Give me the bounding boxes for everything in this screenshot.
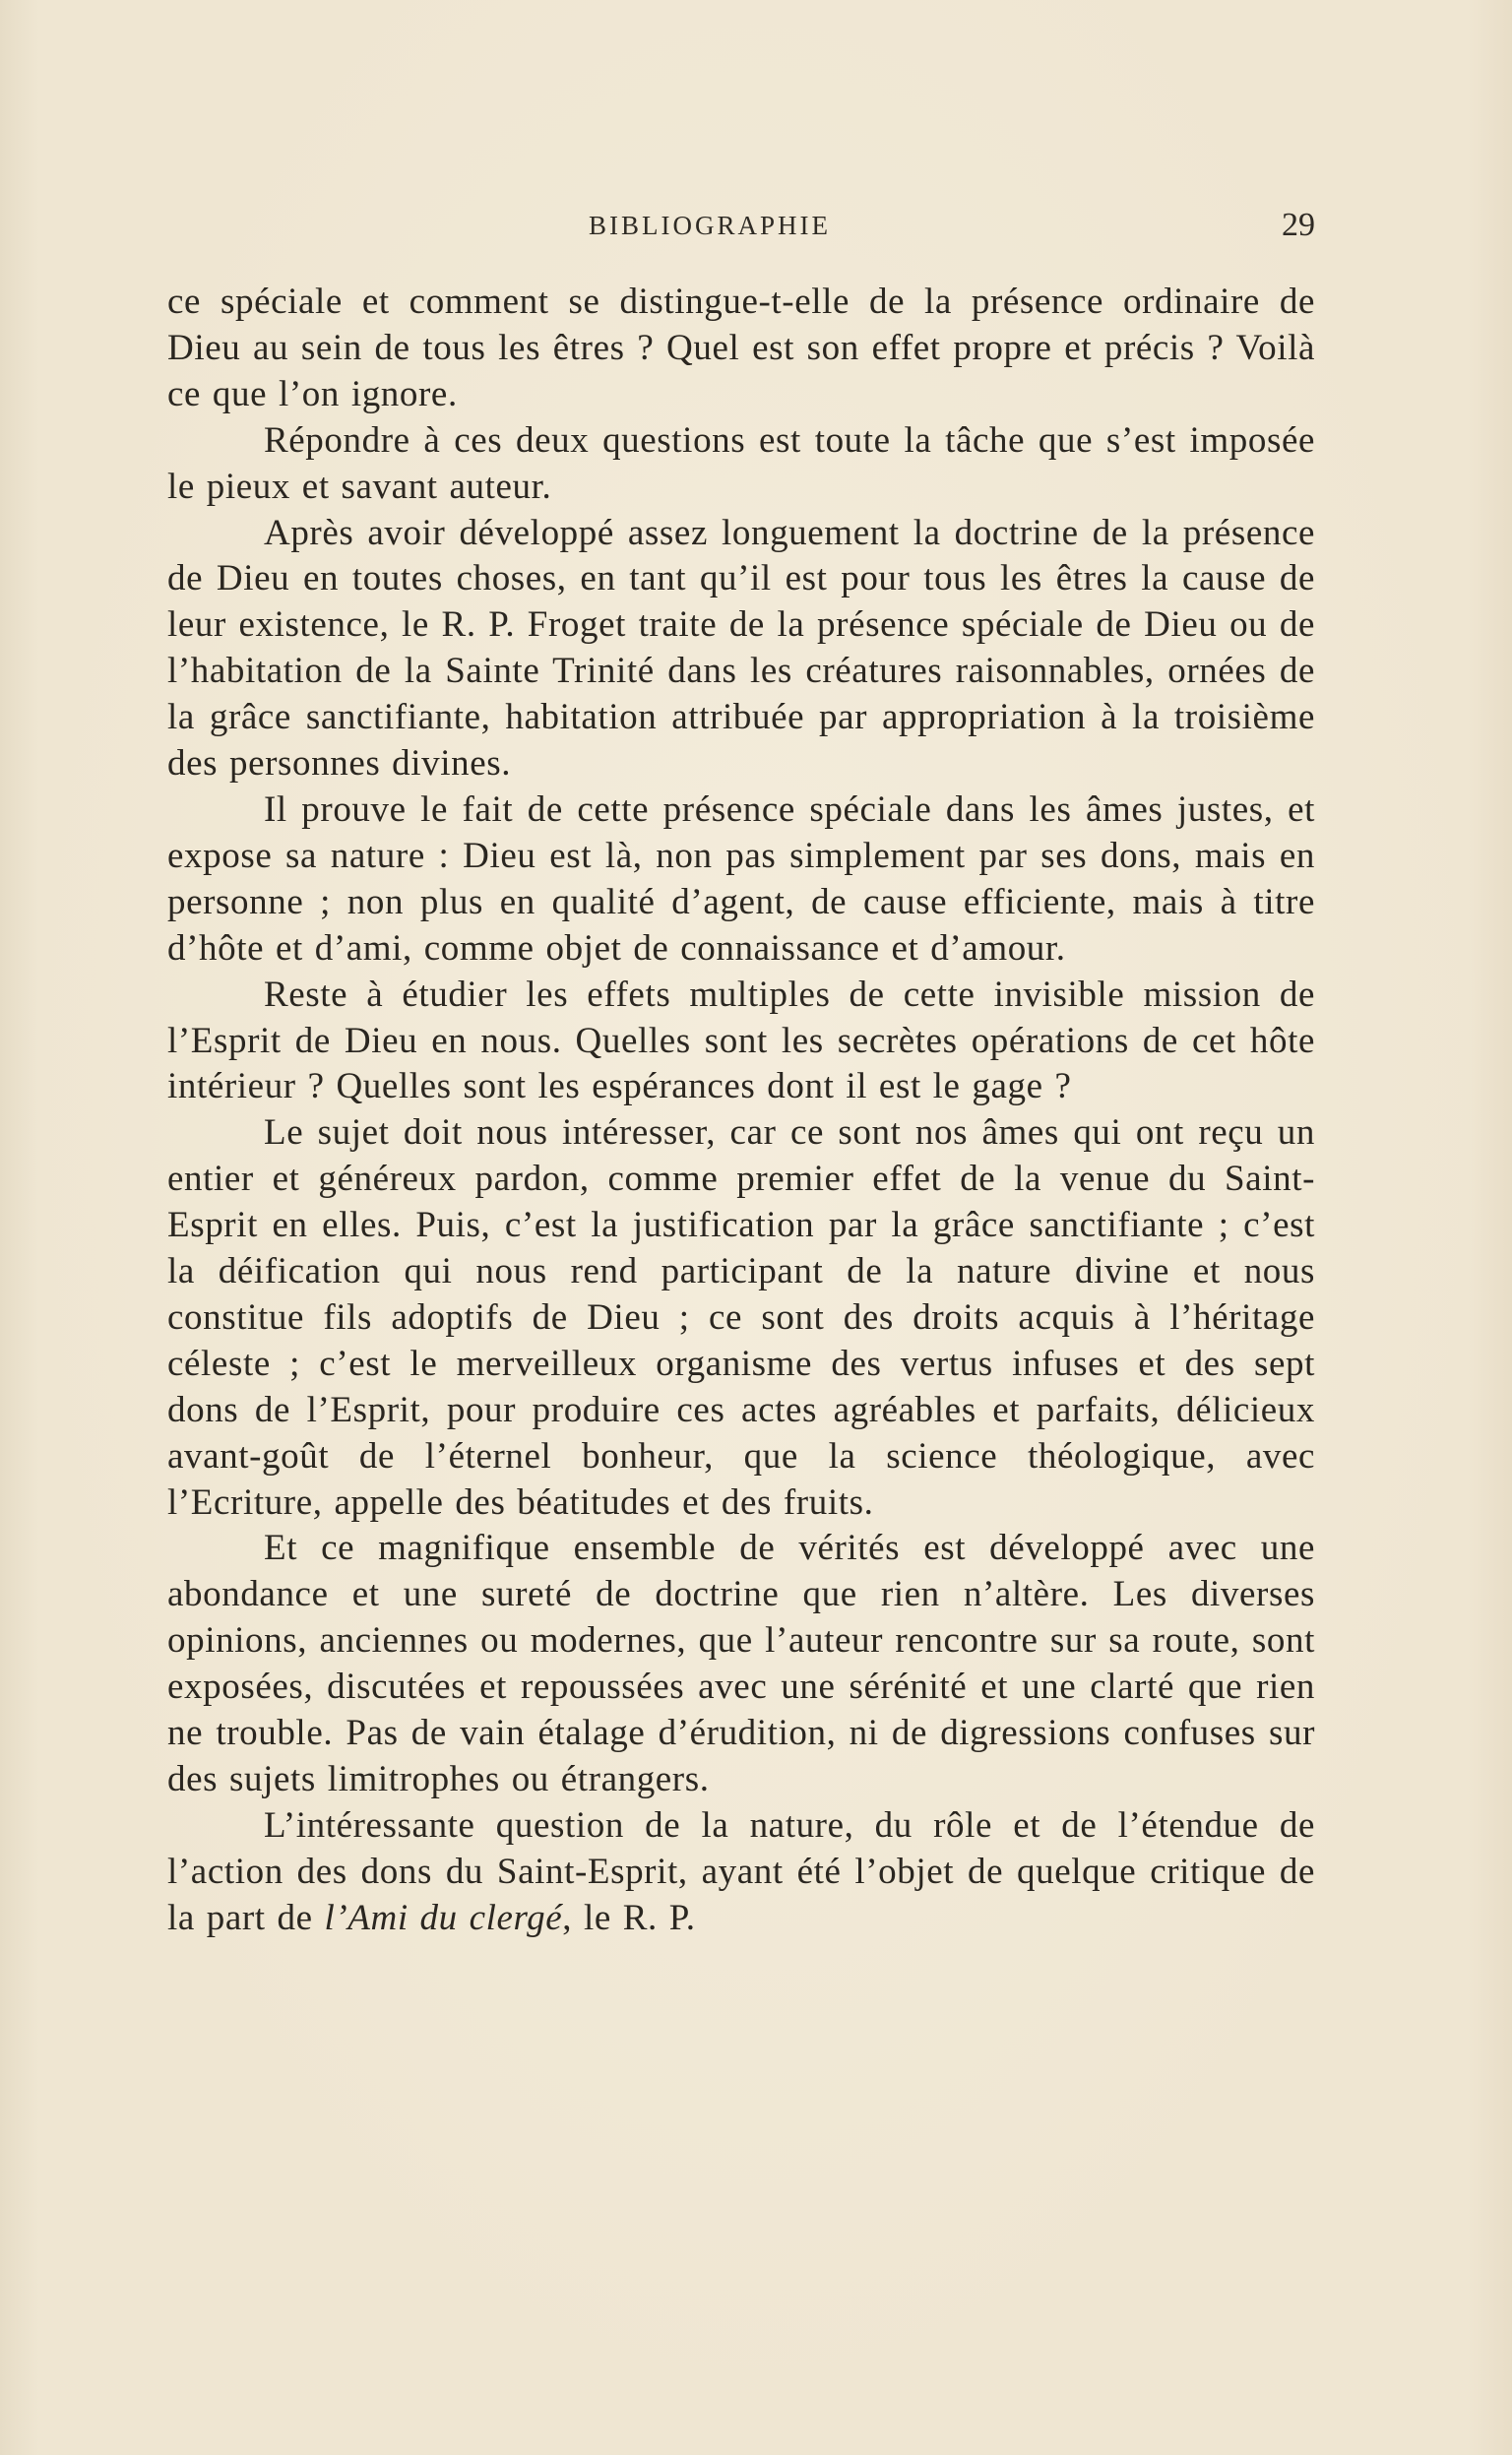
paragraph: Le sujet doit nous intéresser, car ce sont nos âmes qui ont reçu un entier et généreux pardon, comme premier effet de la venue du Saint-Esprit en elles. Puis, c’est la justification par la grâce sanctifiante ; c’est la déification qui nous rend participant de la nature divine et nous constitue fils adoptifs de Dieu ; ce sont des droits acquis à l’héritage céleste ; c’est le merveilleux organisme des vertus infuses et des sept dons de l’Esprit, pour produire ces actes agréables et parfaits, délicieux avant-goût de l’éternel bonheur, que la science théologique, avec l’Ecriture, appelle des béatitudes et des fruits. — [167, 1112, 1315, 1523]
journal-title: l’Ami du clergé — [324, 1897, 563, 1938]
final-text-end: , le R. P. — [562, 1897, 696, 1938]
paragraph: Après avoir développé assez longuement la doctrine de la présence de Dieu en toutes choses, en tant qu’il est pour tous les êtres la cause de leur existence, le R. P. Froget traite de la présence spéciale de Dieu ou de l’habitation de la Sainte Trinité dans les créatures raisonnables, ornées de la grâce sanctifiante, habitation attribuée par appropriation à la troisième des personnes divines. — [167, 512, 1315, 785]
paragraph-final — [167, 1803, 1315, 1942]
paragraph: Répondre à ces deux questions est toute la tâche que s’est imposée le pieux et savant auteur. — [167, 419, 1315, 507]
running-head — [167, 207, 1315, 246]
page-number: 29 — [1282, 207, 1315, 243]
body-text — [167, 280, 1315, 1942]
paragraph: Il prouve le fait de cette présence spéciale dans les âmes justes, et expose sa nature : Dieu est là, non pas simplement par ses dons, mais en personne ; non plus en qualité d’agent, de cause efficiente, mais à titre d’hôte et d’ami, comme objet de connaissance et d’amour. — [167, 788, 1315, 969]
running-title: BIBLIOGRAPHIE — [589, 211, 831, 240]
paragraph-continuation: ce spéciale et comment se distingue-t-elle de la présence ordinaire de Dieu au sein de tous les êtres ? Quel est son effet propre et précis ? Voilà ce que l’on ignore. — [167, 282, 1315, 414]
final-text-start: L’intéressante question de la nature, du rôle et de l’étendue de l’action des dons du Saint-Esprit, ayant été l’objet de quelque critique de la part de — [167, 1804, 1315, 1938]
paragraph: Et ce magnifique ensemble de vérités est développé avec une abondance et une sureté de doctrine que rien n’altère. Les diverses opinions, anciennes ou modernes, que l’auteur rencontre sur sa route, sont exposées, discutées et repoussées avec une sérénité et une clarté que rien ne trouble. Pas de vain étalage d’érudition, ni de digressions confuses sur des sujets limitrophes ou étrangers. — [167, 1528, 1315, 1799]
paragraph: Reste à étudier les effets multiples de cette invisible mission de l’Esprit de Dieu en nous. Quelles sont les secrètes opérations de cet hôte intérieur ? Quelles sont les espérances dont il est le gage ? — [167, 974, 1315, 1107]
